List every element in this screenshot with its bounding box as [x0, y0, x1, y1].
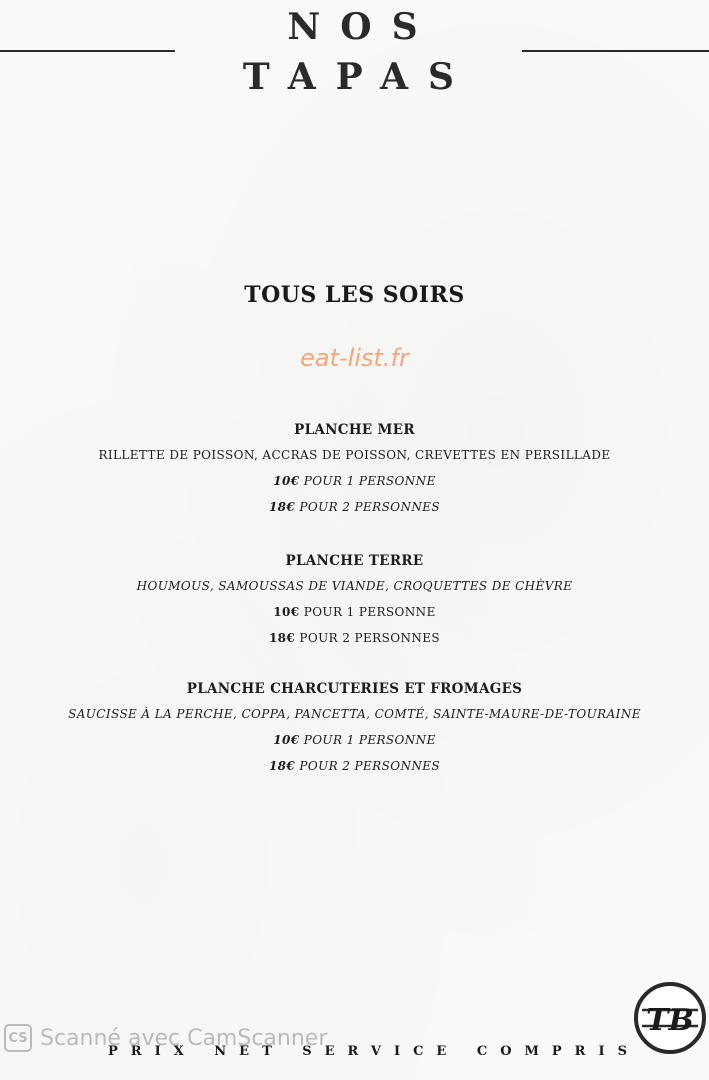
watermark-text: eat-list.fr [300, 344, 409, 372]
menu-item-price [0, 602, 709, 622]
price-label: POUR 1 PERSONNE [303, 474, 436, 488]
svg-text:TB: TB [646, 1003, 694, 1038]
menu-item-price [0, 730, 709, 750]
price-label: POUR 2 PERSONNES [299, 500, 441, 514]
menu-item-planche-terre [0, 551, 709, 654]
menu-item-description: HOUMOUS, SAMOUSSAS DE VIANDE, CROQUETTES DE CHÈVRE [136, 579, 573, 593]
menu-item-price [0, 497, 709, 517]
price-amount: 18€ [268, 500, 296, 514]
menu-item-price [0, 628, 709, 648]
camscanner-text: Scanné avec CamScanner [40, 1025, 328, 1051]
camscanner-icon: CS [4, 1024, 32, 1052]
menu-item-planche-mer [0, 420, 709, 523]
menu-item-name: PLANCHE MER [294, 422, 415, 438]
price-amount: 10€ [273, 605, 300, 619]
menu-item-description: SAUCISSE À LA PERCHE, COPPA, PANCETTA, COMTÉ, SAINTE-MAURE-DE-TOURAINE [68, 707, 641, 721]
price-amount: 10€ [273, 474, 300, 488]
footer-note: PRIX NET SERVICE COMPRIS [108, 1044, 640, 1059]
menu-item-name: PLANCHE TERRE [285, 553, 424, 569]
section-heading: TOUS LES SOIRS [244, 282, 465, 308]
menu-item-description: RILLETTE DE POISSON, ACCRAS DE POISSON, CREVETTES EN PERSILLADE [98, 448, 611, 462]
menu-item-price [0, 756, 709, 776]
price-amount: 18€ [268, 631, 296, 645]
price-amount: 10€ [273, 733, 300, 747]
header-rule-left [0, 50, 175, 52]
price-label: POUR 1 PERSONNE [303, 733, 436, 747]
page-title-line-2: TAPAS [242, 56, 475, 98]
menu-item-planche-charcuteries-fromages [0, 679, 709, 782]
price-label: POUR 1 PERSONNE [303, 605, 436, 619]
header-rule-right [522, 50, 709, 52]
price-amount: 18€ [268, 759, 296, 773]
menu-item-name: PLANCHE CHARCUTERIES ET FROMAGES [186, 681, 523, 697]
page-title-line-1: NOS [287, 6, 438, 48]
menu-item-price [0, 471, 709, 491]
tb-monogram-logo-icon [632, 980, 708, 1056]
price-label: POUR 2 PERSONNES [299, 759, 441, 773]
price-label: POUR 2 PERSONNES [299, 631, 441, 645]
